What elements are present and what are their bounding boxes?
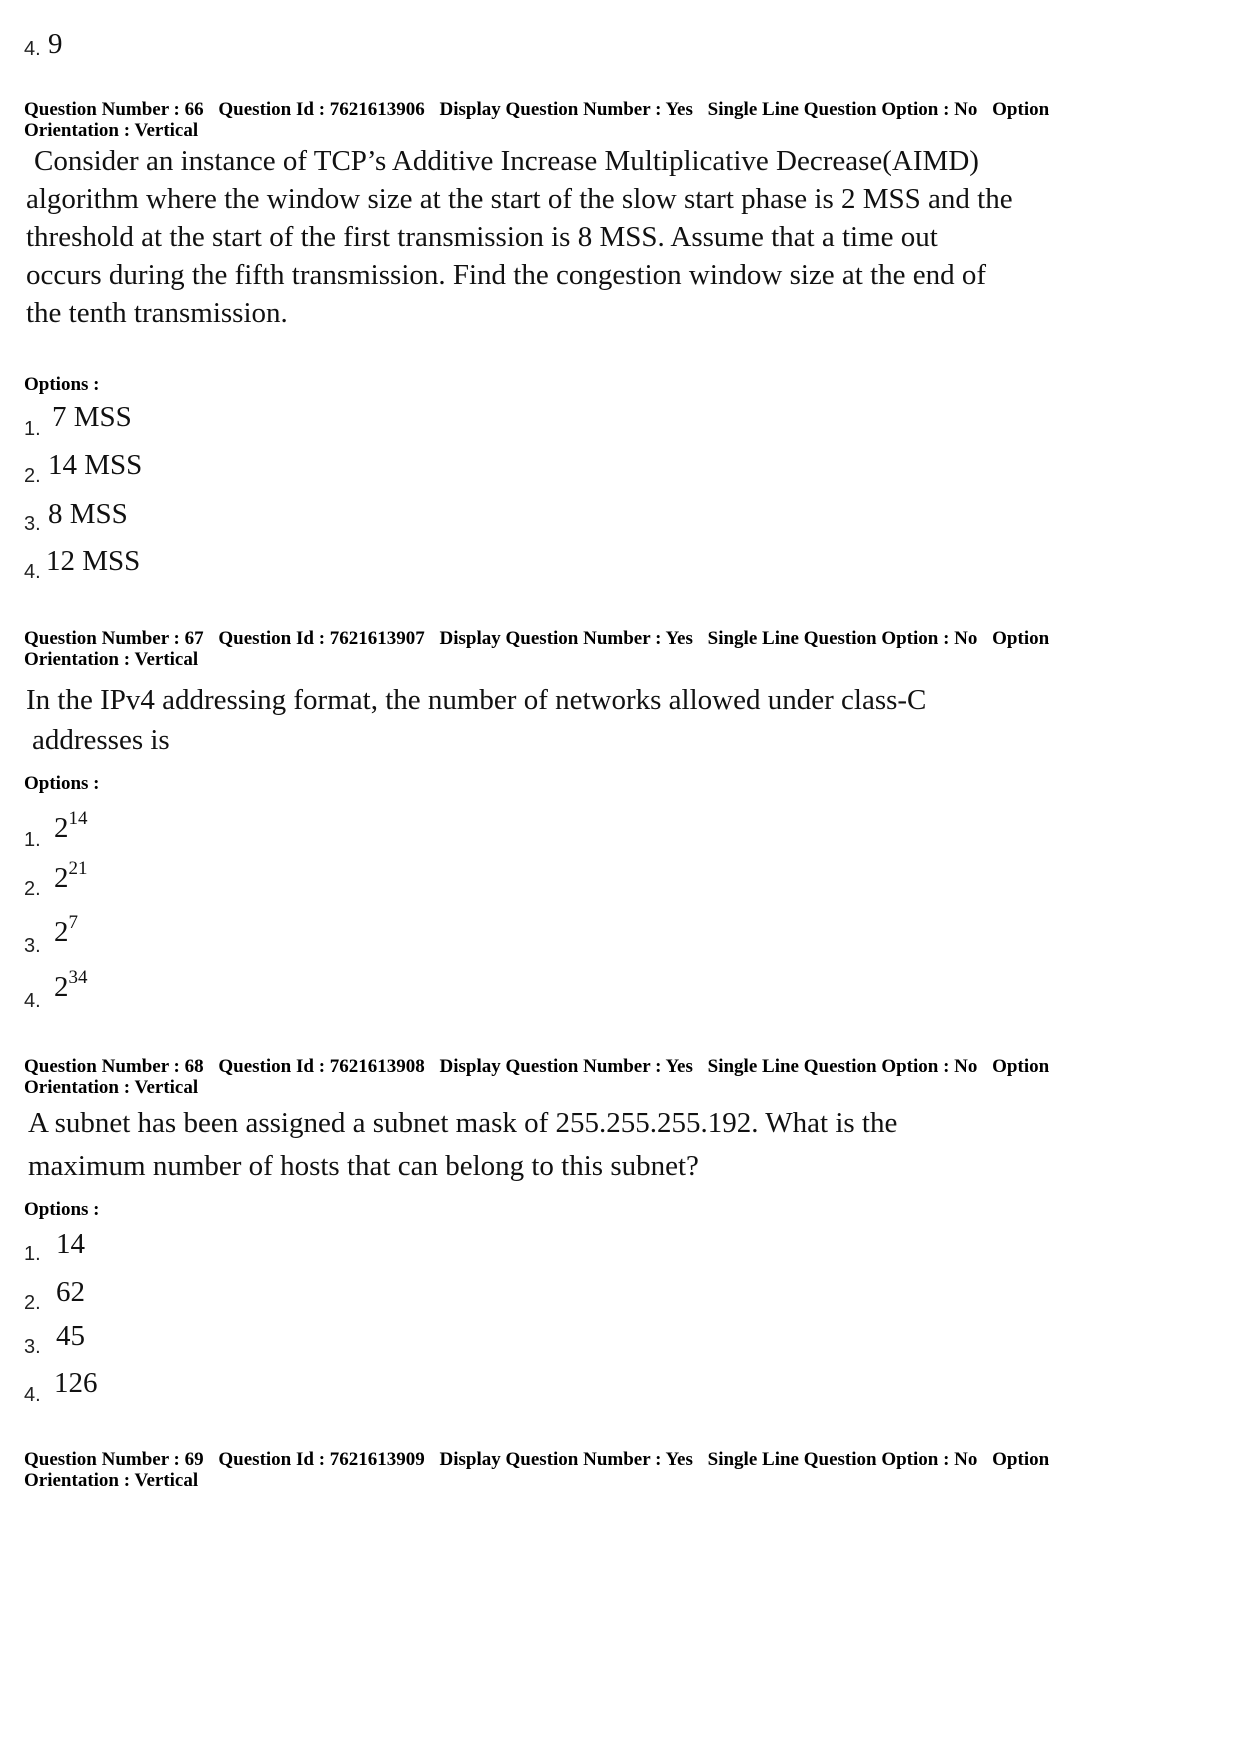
display-question-number: Display Question Number : Yes	[439, 99, 693, 120]
question-text-line: threshold at the start of the first transmission is 8 MSS. Assume that a time out	[26, 221, 938, 253]
single-line-question-option: Single Line Question Option : No	[707, 1056, 978, 1077]
question-67-option-4	[24, 967, 624, 1014]
question-text-line: maximum number of hosts that can belong to this subnet?	[28, 1150, 699, 1182]
question-id: Question Id : 7621613909	[218, 1449, 425, 1470]
option-orientation-label: Option	[992, 1449, 1050, 1470]
question-68-option-1	[24, 1228, 624, 1275]
orientation: Orientation : Vertical	[24, 1077, 199, 1098]
option-number: 4.	[24, 561, 41, 583]
power-base: 2	[54, 916, 69, 948]
power-exponent: 34	[68, 967, 88, 988]
question-66-text	[26, 142, 1166, 332]
question-number: Question Number : 69	[24, 1449, 204, 1470]
question-67-option-1	[24, 809, 624, 853]
question-67-option-3	[24, 912, 624, 962]
option-value: 8 MSS	[48, 498, 128, 530]
question-68-option-2	[24, 1278, 624, 1322]
question-66-option-4	[24, 545, 624, 592]
option-number: 4.	[24, 990, 41, 1012]
single-line-question-option: Single Line Question Option : No	[707, 99, 978, 120]
question-66-meta	[24, 99, 1164, 141]
option-value: 14	[56, 1228, 85, 1260]
option-number: 2.	[24, 1292, 41, 1314]
power-exponent: 7	[68, 912, 78, 933]
option-value	[54, 967, 88, 1004]
question-66-options-label: Options :	[24, 374, 100, 395]
question-number: Question Number : 67	[24, 628, 204, 649]
option-number: 2.	[24, 878, 41, 900]
question-id: Question Id : 7621613906	[218, 99, 425, 120]
question-67-option-2	[24, 858, 624, 906]
option-value: 126	[54, 1367, 98, 1399]
question-number: Question Number : 66	[24, 99, 204, 120]
question-text-line: the tenth transmission.	[26, 297, 288, 329]
display-question-number: Display Question Number : Yes	[439, 1449, 693, 1470]
option-number: 3.	[24, 513, 41, 535]
orientation: Orientation : Vertical	[24, 1470, 199, 1491]
question-text-line: A subnet has been assigned a subnet mask of 255.255.255.192. What is the	[28, 1107, 898, 1139]
power-exponent: 14	[68, 808, 88, 829]
option-value: 9	[48, 28, 63, 60]
question-68-option-3	[24, 1320, 624, 1368]
question-68-option-4	[24, 1367, 624, 1414]
question-69-meta	[24, 1449, 1164, 1491]
option-value	[54, 808, 88, 845]
question-67-meta	[24, 628, 1164, 670]
option-number: 3.	[24, 935, 41, 957]
question-68-meta	[24, 1056, 1164, 1098]
question-text-line: Consider an instance of TCP’s Additive Increase Multiplicative Decrease(AIMD)	[34, 145, 979, 177]
option-number: 1.	[24, 1243, 41, 1265]
power-exponent: 21	[68, 858, 88, 879]
option-number: 4.	[24, 38, 41, 60]
question-68-options-label: Options :	[24, 1199, 100, 1220]
question-text-line: In the IPv4 addressing format, the number of networks allowed under class-C	[26, 684, 927, 716]
power-base: 2	[54, 812, 69, 844]
single-line-question-option: Single Line Question Option : No	[707, 628, 978, 649]
question-67-options-label: Options :	[24, 773, 100, 794]
question-66-option-2	[24, 449, 624, 496]
orientation: Orientation : Vertical	[24, 120, 199, 141]
question-66-option-1	[24, 401, 624, 449]
option-value	[54, 912, 78, 949]
option-orientation-label: Option	[992, 628, 1050, 649]
option-orientation-label: Option	[992, 1056, 1050, 1077]
option-number: 4.	[24, 1384, 41, 1406]
previous-question-option-4	[24, 30, 624, 74]
option-number: 1.	[24, 418, 41, 440]
question-66-option-3	[24, 498, 624, 545]
orientation: Orientation : Vertical	[24, 649, 199, 670]
question-id: Question Id : 7621613907	[218, 628, 425, 649]
option-value: 14 MSS	[48, 449, 143, 481]
question-text-line: addresses is	[32, 724, 170, 756]
power-base: 2	[54, 862, 69, 894]
option-value: 62	[56, 1276, 85, 1308]
question-text-line: algorithm where the window size at the start of the slow start phase is 2 MSS and the	[26, 183, 1013, 215]
option-number: 2.	[24, 465, 41, 487]
question-id: Question Id : 7621613908	[218, 1056, 425, 1077]
option-value: 45	[56, 1320, 85, 1352]
power-base: 2	[54, 971, 69, 1003]
option-number: 3.	[24, 1336, 41, 1358]
question-68-text	[28, 1102, 1168, 1188]
option-value	[54, 858, 88, 895]
single-line-question-option: Single Line Question Option : No	[707, 1449, 978, 1470]
option-number: 1.	[24, 829, 41, 851]
option-value: 7 MSS	[52, 401, 132, 433]
display-question-number: Display Question Number : Yes	[439, 1056, 693, 1077]
question-text-line: occurs during the fifth transmission. Find the congestion window size at the end of	[26, 259, 987, 291]
option-orientation-label: Option	[992, 99, 1050, 120]
question-67-text	[26, 680, 1166, 760]
question-number: Question Number : 68	[24, 1056, 204, 1077]
display-question-number: Display Question Number : Yes	[439, 628, 693, 649]
option-value: 12 MSS	[46, 545, 141, 577]
